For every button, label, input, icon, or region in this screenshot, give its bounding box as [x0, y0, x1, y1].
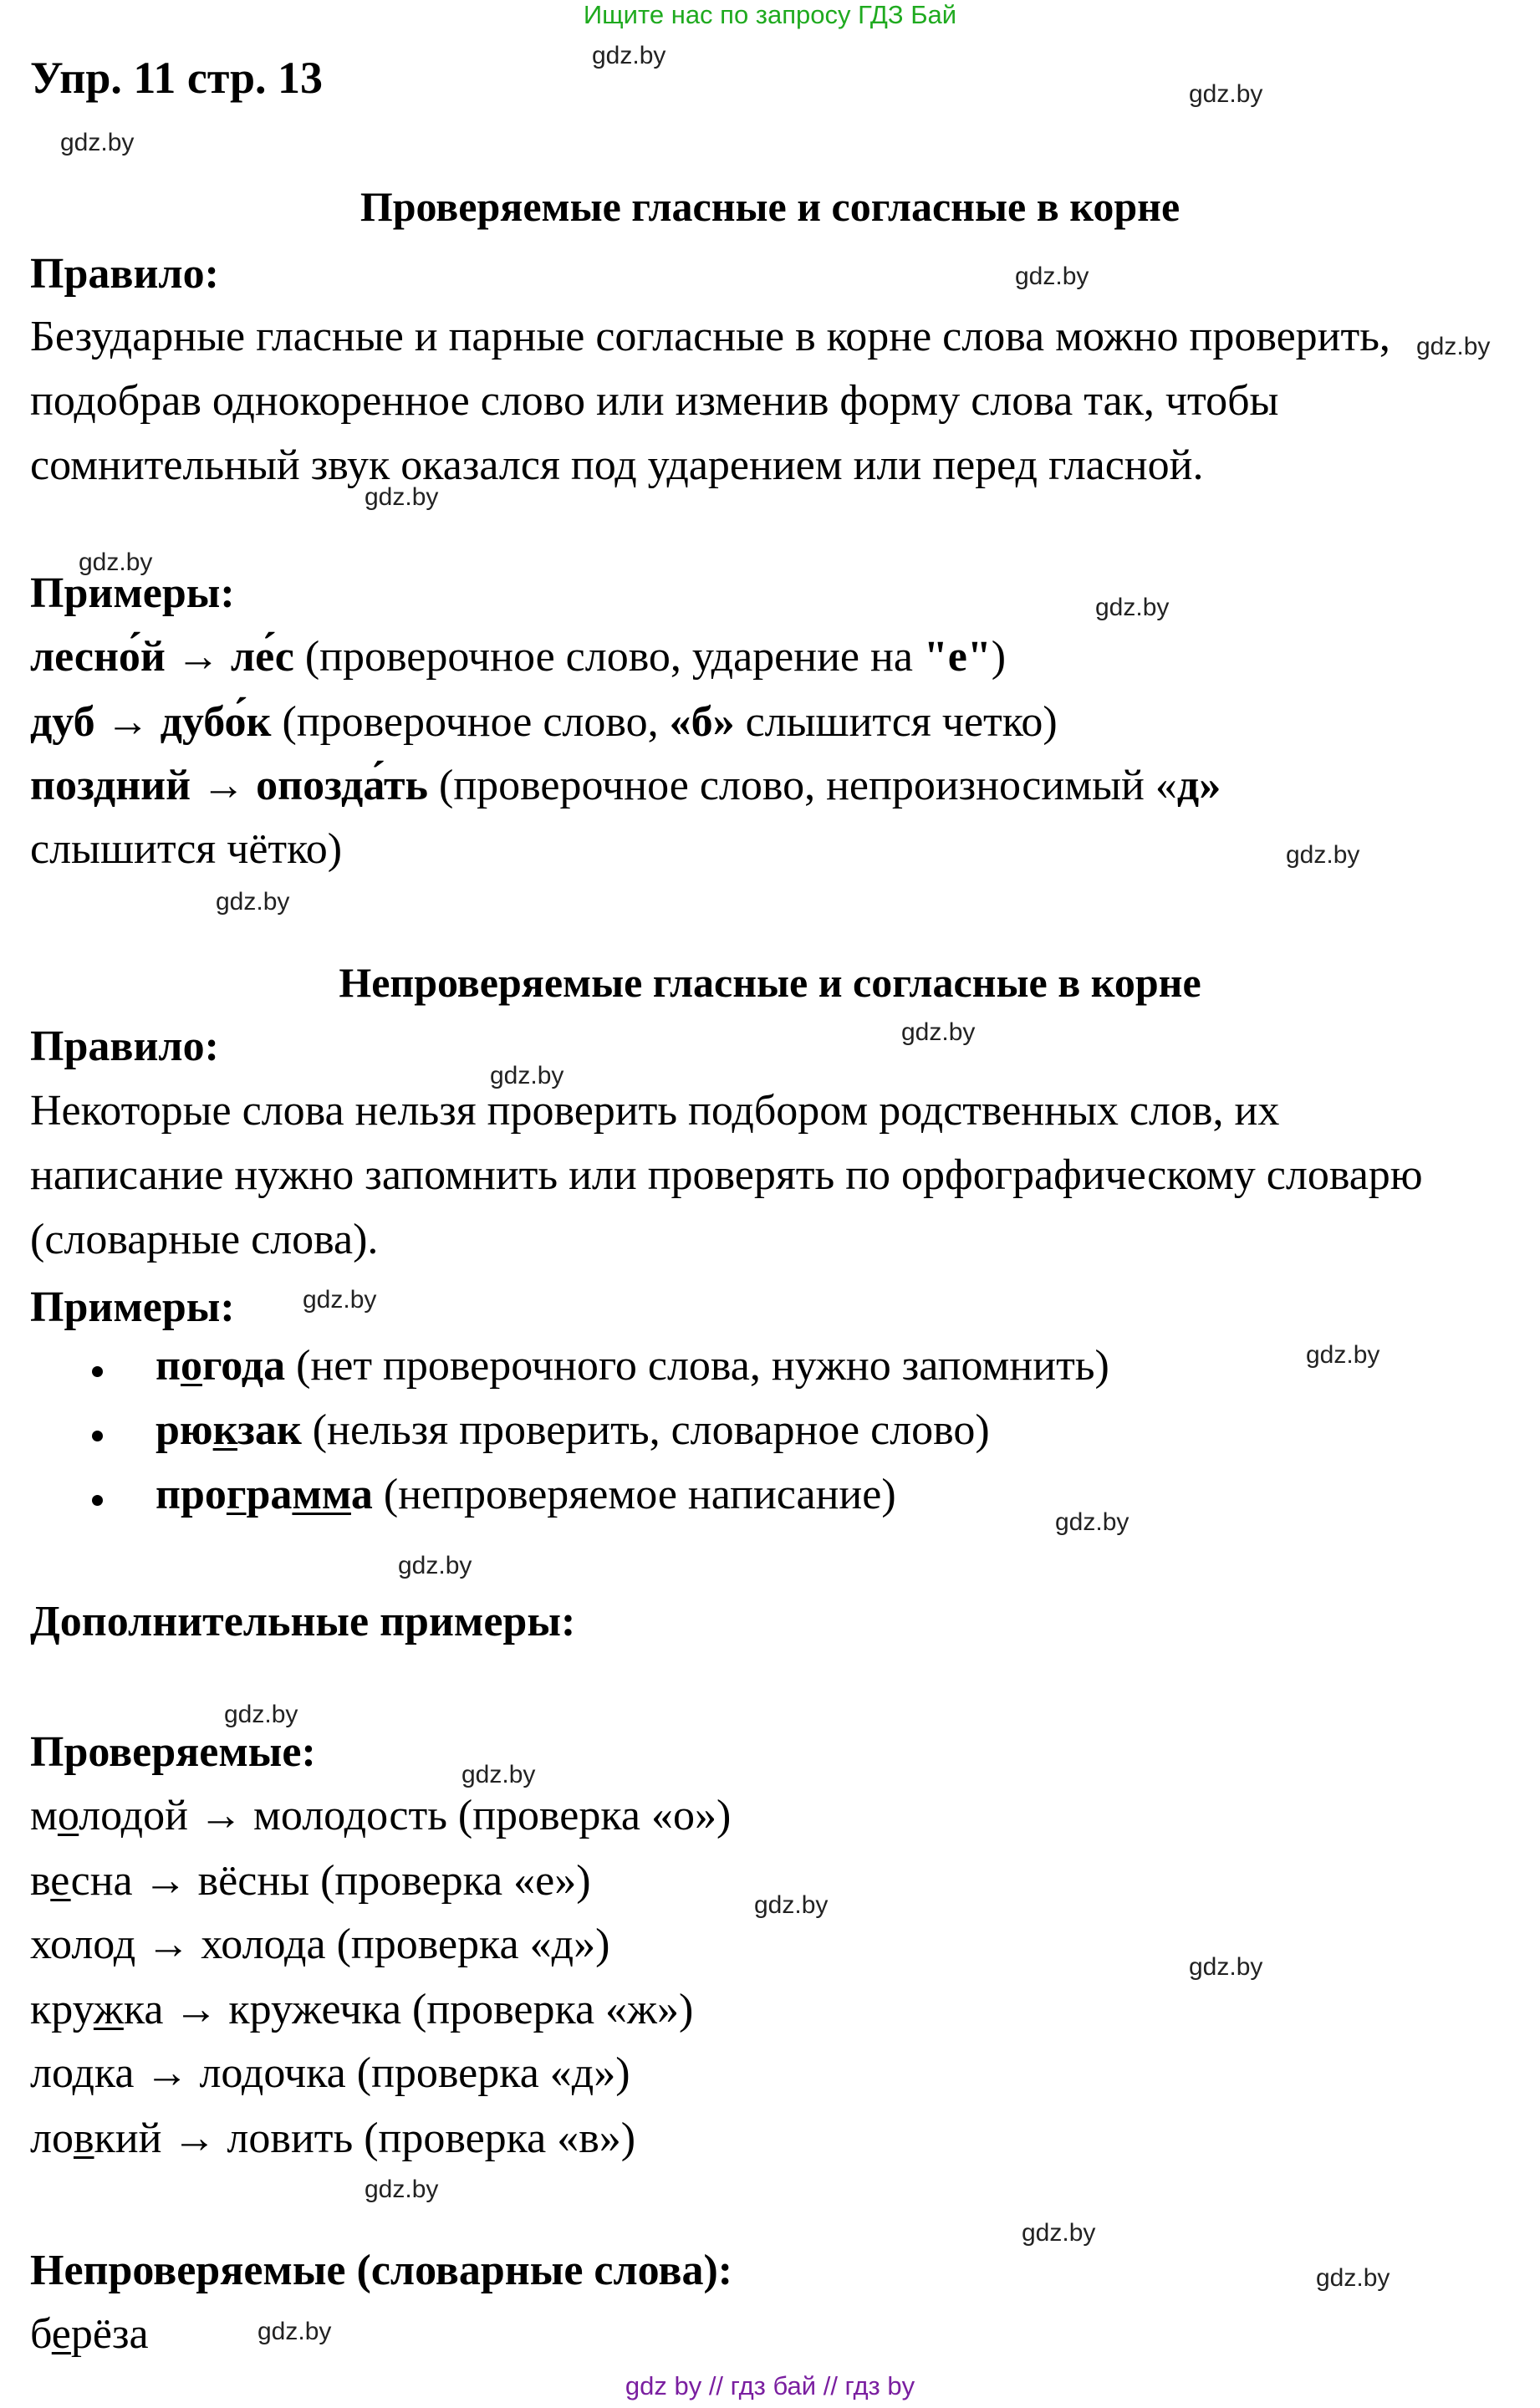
- word-note: (нет проверочного слова, нужно запомнить): [285, 1342, 1109, 1390]
- watermark: gdz.by: [754, 1891, 829, 1919]
- bullet-icon: [92, 1431, 103, 1441]
- checkable-line: [30, 1856, 591, 1905]
- watermark: gdz.by: [365, 483, 439, 511]
- word-part: → холода (проверка «д»): [135, 1921, 610, 1968]
- watermark: gdz.by: [1015, 263, 1089, 290]
- watermark: gdz.by: [60, 129, 135, 156]
- watermark: gdz.by: [461, 1761, 536, 1788]
- watermark: gdz.by: [224, 1701, 298, 1728]
- word-part: ка → лодочка (проверка «д»): [94, 2049, 630, 2097]
- checkable-line: [30, 1791, 731, 1840]
- checkable-line: [30, 2048, 630, 2098]
- watermark: gdz.by: [1095, 594, 1170, 621]
- word-part: ло: [30, 2115, 74, 2162]
- underlined-letter: мм: [292, 1471, 351, 1518]
- word-part: про: [156, 1471, 227, 1518]
- arrow: →: [94, 698, 161, 746]
- word-part: п: [156, 1342, 181, 1390]
- highlight-letter: "е": [923, 633, 992, 681]
- watermark: gdz.by: [1286, 841, 1360, 869]
- checkable-label: Проверяемые:: [30, 1728, 316, 1776]
- word-part: в: [30, 1857, 51, 1905]
- underlined-letter: д: [113, 1921, 136, 1968]
- check-word: дубо́к: [160, 698, 272, 746]
- word-part: м: [30, 1792, 58, 1839]
- watermark: gdz.by: [79, 548, 153, 576]
- word-part: ка → кружечка (проверка «ж»): [123, 1986, 694, 2033]
- additional-label: Дополнительные примеры:: [30, 1598, 576, 1645]
- section1-rule-label: Правило:: [30, 250, 219, 298]
- highlight-letter: д»: [1176, 762, 1221, 809]
- underlined-letter: ж: [93, 1986, 124, 2033]
- list-item: [92, 1406, 1109, 1470]
- underlined-letter: д: [72, 2049, 94, 2097]
- word-note: (нельзя проверить, словарное слово): [301, 1406, 990, 1454]
- uncheckable-line: [30, 2309, 149, 2359]
- example-line-2: [30, 697, 1058, 747]
- checkable-line: [30, 1920, 609, 1969]
- watermark: gdz.by: [1189, 1953, 1263, 1981]
- word-part: года: [201, 1342, 286, 1390]
- example-word: дуб: [30, 698, 95, 746]
- watermark: gdz.by: [1416, 333, 1491, 360]
- word-part: ра: [246, 1471, 293, 1518]
- arrow: →: [165, 633, 231, 681]
- example-word: лесно́й: [30, 633, 166, 681]
- exercise-title: Упр. 11 стр. 13: [30, 53, 324, 103]
- highlight-letter: «б»: [669, 698, 735, 746]
- example-note-tail: слышится четко): [734, 698, 1058, 746]
- check-word: опозда́ть: [256, 762, 429, 809]
- example-line-3-tail: слышится чётко): [30, 825, 343, 873]
- watermark: gdz.by: [901, 1018, 976, 1046]
- watermark: gdz.by: [1189, 80, 1263, 108]
- watermark: gdz.by: [592, 42, 666, 69]
- underlined-letter: о: [180, 1342, 202, 1390]
- word: [156, 1471, 373, 1518]
- list-item: [92, 1470, 1109, 1534]
- watermark: gdz.by: [216, 888, 290, 916]
- underlined-letter: к: [212, 1406, 237, 1454]
- example-line-3: [30, 761, 1221, 810]
- watermark: gdz.by: [398, 1552, 472, 1579]
- watermark: gdz.by: [490, 1062, 564, 1089]
- underlined-letter: е: [50, 1857, 71, 1905]
- section2-heading: Непроверяемые гласные и согласные в корне: [339, 959, 1201, 1006]
- example-note: (проверочное слово,: [271, 698, 670, 746]
- word-part: ло: [30, 2049, 73, 2097]
- example-word: поздний: [30, 762, 191, 809]
- bullet-icon: [92, 1495, 103, 1506]
- underlined-letter: е: [51, 2310, 71, 2358]
- underlined-letter: в: [73, 2115, 94, 2162]
- watermark: gdz.by: [303, 1286, 377, 1314]
- check-word: ле́с: [230, 633, 294, 681]
- underlined-letter: о: [57, 1792, 79, 1839]
- word: [156, 1406, 302, 1454]
- watermark: gdz.by: [1022, 2219, 1096, 2247]
- word-note: (непроверяемое написание): [372, 1471, 896, 1518]
- list-item: [92, 1341, 1109, 1406]
- top-banner[interactable]: Ищите нас по запросу ГДЗ Бай: [583, 0, 957, 29]
- example-note: (проверочное слово, непроизносимый «: [428, 762, 1177, 809]
- word-part: зак: [237, 1406, 302, 1454]
- word-part: кий → ловить (проверка «в»): [94, 2115, 636, 2162]
- word-part: рю: [156, 1406, 213, 1454]
- uncheckable-label: Непроверяемые (словарные слова):: [30, 2247, 733, 2294]
- example-note-close: ): [991, 633, 1007, 681]
- underlined-letter: г: [226, 1471, 247, 1518]
- arrow: →: [191, 762, 257, 809]
- checkable-line: [30, 1985, 693, 2034]
- word-part: сна → вёсны (проверка «е»): [70, 1857, 591, 1905]
- word-part: а: [350, 1471, 373, 1518]
- word-part: рёза: [70, 2310, 149, 2358]
- word-part: лодой → молодость (проверка «о»): [79, 1792, 732, 1839]
- section2-rule-label: Правило:: [30, 1023, 219, 1070]
- word-part: б: [30, 2310, 52, 2358]
- word: [156, 1342, 285, 1390]
- section1-heading: Проверяемые гласные и согласные в корне: [360, 183, 1180, 230]
- watermark: gdz.by: [1316, 2264, 1390, 2292]
- dictionary-words-list: [92, 1341, 1109, 1534]
- watermark: gdz.by: [258, 2318, 332, 2345]
- example-note: (проверочное слово, ударение на: [293, 633, 924, 681]
- checkable-line: [30, 2114, 635, 2163]
- bullet-icon: [92, 1366, 103, 1377]
- watermark: gdz.by: [365, 2176, 439, 2203]
- word-part: кру: [30, 1986, 94, 2033]
- watermark: gdz.by: [1055, 1508, 1130, 1536]
- example-line-1: [30, 632, 1006, 681]
- section1-rule-text: Безударные гласные и парные согласные в корне слова можно проверить, подобрав однокоренное слово или изменив форму слова так, чтобы сомнительный звук оказался под ударением или перед гласной.: [30, 313, 1390, 489]
- section2-rule-text: Некоторые слова нельзя проверить подбором родственных слов, их написание нужно запомнить или проверять по орфографическому словарю (словарные слова).: [30, 1087, 1423, 1263]
- footer-links[interactable]: gdz by // гдз бай // гдз by: [625, 2371, 915, 2400]
- section2-examples-label: Примеры:: [30, 1283, 235, 1331]
- section1-examples-label: Примеры:: [30, 569, 235, 617]
- watermark: gdz.by: [1306, 1341, 1380, 1369]
- word-part: холо: [30, 1921, 114, 1968]
